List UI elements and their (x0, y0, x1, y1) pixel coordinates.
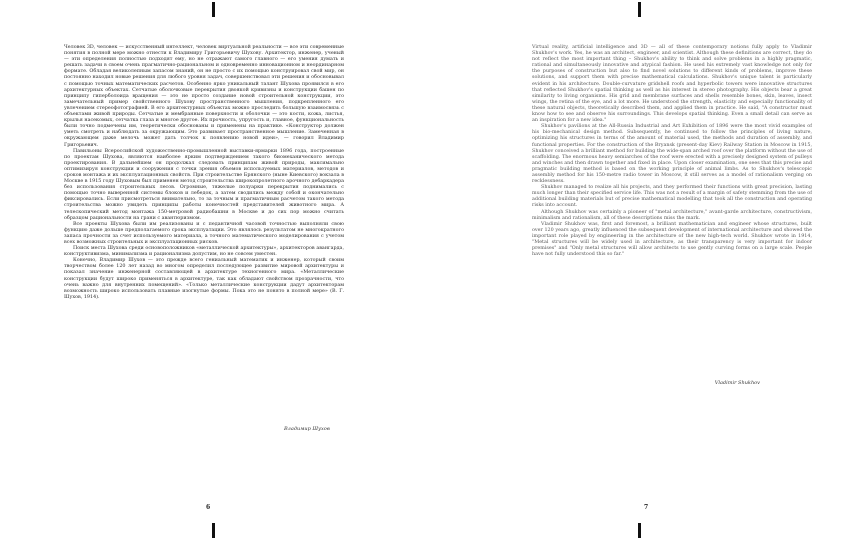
english-text-column (532, 44, 812, 504)
paragraph: Shukhov's pavilions at the All-Russia Industrial and Art Exhibition of 1896 were the most vivid examples of his bio-mechanical design method. Subsequently, he continued to follow the principles of living nature, optimizing his structures in terms of the amount of material used, the methods and duration of assembly, and functional properties. For the construction of the Bryansk (present-day Kiev) Railway Station in Moscow in 1915, Shukhov conceived a brilliant method for building the wide-span arched roof over the platform without the use of scaffolding. The enormous heavy semiarches of the roof were erected with a precisely designed system of pulleys and winches and then drawn together and fixed in place. Upon closer examination, one sees that this precise and pragmatic building method is based on the working principle of animal limbs. As to Shukhov's telescopic assembly method for his 150-metre radio tower in Moscow, it still serves as a model of rationalism verging on recklessness. (532, 123, 812, 185)
paragraph: Поиск места Шухова среди основоположников «металлической архитектуры», архитекторов авангарда, конструктивизма, минимализма и рационализма допустим, но не совсем уместен. (64, 245, 344, 258)
paragraph: Конечно, Владимир Шухов — это прежде всего гениальный математик и инженер, который своим творчеством более 120 лет назад во многом определил последующее развитие мировой архитектуры и показал значение инженерной составляющей в архитектуре техногенного мира. «Металлические конструкции будут широко применяться в архитектуре, так как обладают свойством прозрачности, что очень важно для внутренних помещений». «Только металлические конструкции дадут архитекторам возможность широко использовать плавные изогнутые формы. Пока это не понято в полной мере» (В. Г. Шухов, 1914). (64, 257, 344, 300)
page-number: 7 (644, 504, 649, 511)
paragraph: Человек 3D, человек — искусственный интеллект, человек виртуальной реальности — все эти современные понятия в полной мере можно отнести к Владимиру Григорьевичу Шухову. Архитектор, инженер, ученый — эти определения полностью подходят ему, но не отражают самого главного — его умения думать и решать задачи в своем очень прагматично-рациональном и одновременно инновационном и неординарном формате. Обладая великолепным запасом знаний, он не просто с их помощью конструировал свой мир, он постоянно находил новые решения для любого уровня задач, совершенствовал эти решения и обосновывал с помощью точных математических расчетов. Особенно ярко уникальный талант Шухова проявился в его архитектурных объектах. Сетчатые оболочковые перекрытия двоякой кривизны и конструкции башен по принципу гиперболоида вращения — это не просто создание новой строительной конструкции, это замечательный пример свойственного Шухову пространственного мышления, подкрепленного его увлечением стереофотографией. В его архитектурных объектах можно проследить большую взаимосвязь с объектами живой природы. Сетчатые и мембранные поверхности и оболочки — это кости, кожа, листья, крылья насекомых, сетчатка глаза и многое другое. Их прочность, упругость и, главное, функциональность были точно подмечены им, теоретически обоснованы и применены на практике. «Конструктор должен уметь смотреть и наблюдать за окружающим. Это развивает пространственное мышление. Замеченная в окружающем даже мелочь может дать толчок к появлению новой идеи», — говорил Владимир Григорьевич. (64, 44, 344, 148)
paragraph: Vladimir Shukhov was, first and foremost, a brilliant mathematician and engineer whose structures, built over 120 years ago, greatly influenced the subsequent development of international architecture and showed the important role played by engineering in the architecture of the new high-tech world. Shukhov wrote in 1914, "Metal structures will be widely used in architecture, as their transparency is very important for indoor premises" and "Only metal structures will allow architects to use gently curving forms on a large scale. People have not fully understood this so far." (532, 220, 812, 258)
paragraph: Although Shukhov was certainly a pioneer of "metal architecture," avant-garde architecture, constructivism, minimalism and rationalism, all of these descriptions miss the mark. (532, 208, 812, 221)
paragraph: Shukhov managed to realize all his projects, and they performed their functions with great precision, lasting much longer than their specified service life. This was not a result of a margin of safety stemming from the use of additional building materials but of precise mathematical modelling that took all the construction and operating risks into account. (532, 184, 812, 209)
russian-text-column (64, 44, 344, 504)
right-page (428, 0, 856, 540)
signature: Владимир Шухов (284, 426, 330, 432)
paragraph: Все проекты Шухова были им реализованы и с педантичной часовой точностью выполняли свою функцию даже дольше предполагаемого срока эксплуатации. Это являлось результатом не многократного запаса прочности за счет используемого материала, а точного математического моделирования с учетом всех возможных строительных и эксплуатационных рисков. (64, 220, 344, 245)
paragraph: Virtual reality, artificial intelligence and 3D — all of these contemporary notions fully apply to Vladimir Shukhov's work. Yes, he was an architect, engineer, and scientist. Although these definitions are correct, they do not reflect the most important thing – Shukhov's ability to think and solve problems in a highly pragmatic, rational and simultaneously innovative and atypical fashion. He used his extremely vast knowledge not only for the purposes of construction but also to find novel solutions to different kinds of problems, improve these solutions, and support them with precise mathematical calculations. Shukhov's unique talent is particularly evident in his architecture. Double-curvature gridshell roofs and hyperbolic towers were innovative structures that reflected Shukhov's spatial thinking as well as his interest in stereo photography. His objects bear a great similarity to living organisms. His grid and membrane surfaces and shells resemble bones, skin, leaves, insect wings, the retina of the eye, and a lot more. He understood the strength, elasticity and especially functionality of these natural objects, theoretically described them, and applied them in practice. He said, "A constructor must know how to see and observe his surroundings. This develops spatial thinking. Even a small detail can serve as an inspiration for a new idea." (532, 44, 812, 124)
signature: Vladimir Shukhov (714, 380, 760, 386)
paragraph: Павильоны Всероссийской художественно-промышленной выставки-ярмарки 1896 года, построенные по проектам Шухова, являются наиболее ярким подтверждением такого биомеханического метода проектирования. В дальнейшем он продолжал следовать принципам живой природы, максимально оптимизируя конструкции и сооружения с точки зрения объемов используемых материалов, методов и сроков монтажа и их эксплуатационных свойств. При строительстве Брянского (ныне Киевского) вокзала в Москве в 1915 году Шуховым был применен метод строительства широкопролетного арочного дебаркадера без использования строительных лесов. Огромные, тяжелые полуарки перекрытия поднимались с помощью точно выверенной системы блоков и лебедок, а затем сводились между собой и окончательно фиксировались. Если присмотреться внимательно, то за точным и прагматичным расчетом такого метода строительства можно увидеть принципы работы конечностей представителей животного мира. А телескопический метод монтажа 150-метровой радиобашни в Москве и до сих пор можно считать образцом рациональности на грани с авантюризмом. (64, 147, 344, 221)
page-number: 6 (206, 504, 211, 511)
